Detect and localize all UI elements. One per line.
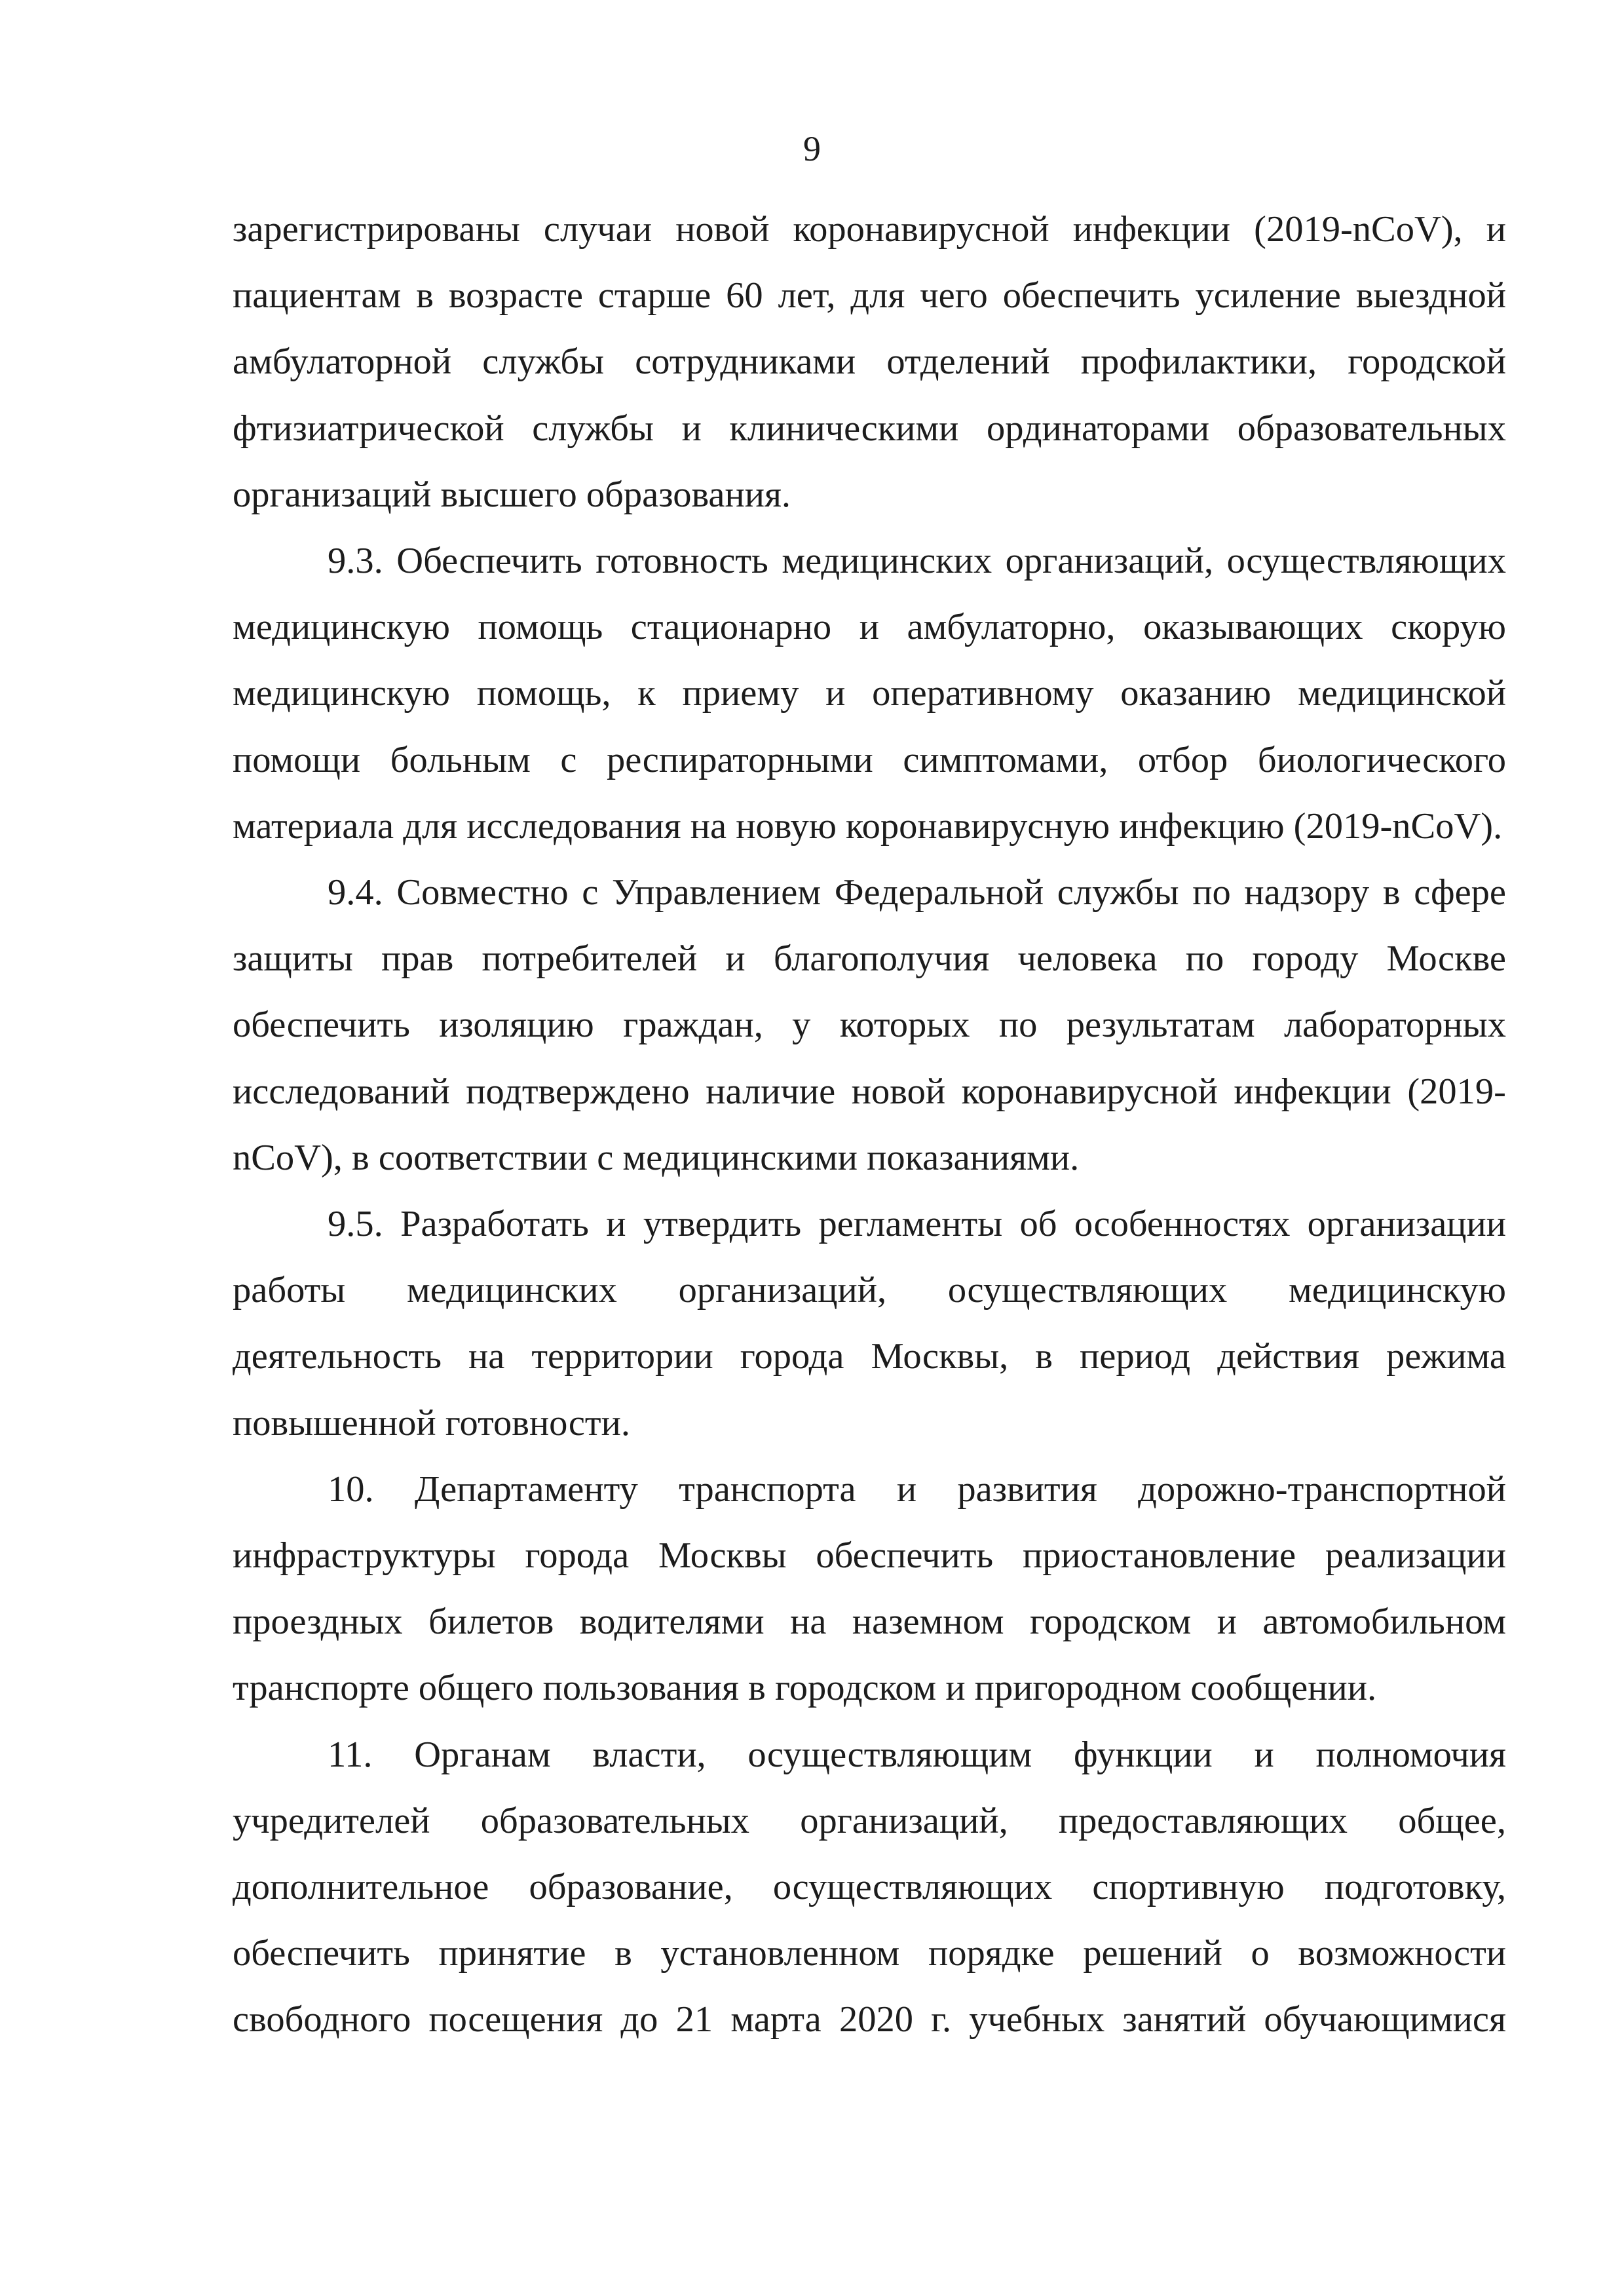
paragraph-10: 10. Департаменту транспорта и развития дорожно-транспортной инфраструктуры города Москвы обеспечить приостановление реализации проездных билетов водителями на наземном городском и автомобильном транспорте общего пользования в городском и пригородном сообщении. bbox=[233, 1468, 1506, 1709]
paragraph-9-4: 9.4. Совместно с Управлением Федеральной службы по надзору в сфере защиты прав потребителей и благополучия человека по городу Москве обеспечить изоляцию граждан, у которых по результатам лабораторных исследований подтверждено наличие новой коронавирусной инфекции (2019-nCoV), в соответствии с медицинскими показаниями. bbox=[233, 872, 1506, 1178]
paragraph-9-3: 9.3. Обеспечить готовность медицинских организаций, осуществляющих медицинскую помощь стационарно и амбулаторно, оказывающих скорую медицинскую помощь, к приему и оперативному оказанию медицинской помощи больным с респираторными симптомами, отбор биологического материала для исследования на новую коронавирусную инфекцию (2019-nCoV). bbox=[233, 541, 1506, 847]
paragraph-11: 11. Органам власти, осуществляющим функции и полномочия учредителей образовательных организаций, предоставляющих общее, дополнительное образование, осуществляющих спортивную подготовку, обеспечить принятие в установленном порядке решений о возможности свободного посещения до 21 марта 2020 г. учебных занятий обучающимися bbox=[233, 1734, 1506, 2040]
page-number: 9 bbox=[803, 129, 821, 168]
paragraph-continuation: зарегистрированы случаи новой коронавирусной инфекции (2019-nCoV), и пациентам в возрасте старше 60 лет, для чего обеспечить усиление выездной амбулаторной службы сотрудниками отделений профилактики, городской фтизиатрической службы и клиническими ординаторами образовательных организаций высшего образования. bbox=[233, 209, 1506, 515]
document-body bbox=[233, 197, 1506, 2054]
paragraph-9-5: 9.5. Разработать и утвердить регламенты об особенностях организации работы медицинских организаций, осуществляющих медицинскую деятельность на территории города Москвы, в период действия режима повышенной готовности. bbox=[233, 1204, 1506, 1444]
